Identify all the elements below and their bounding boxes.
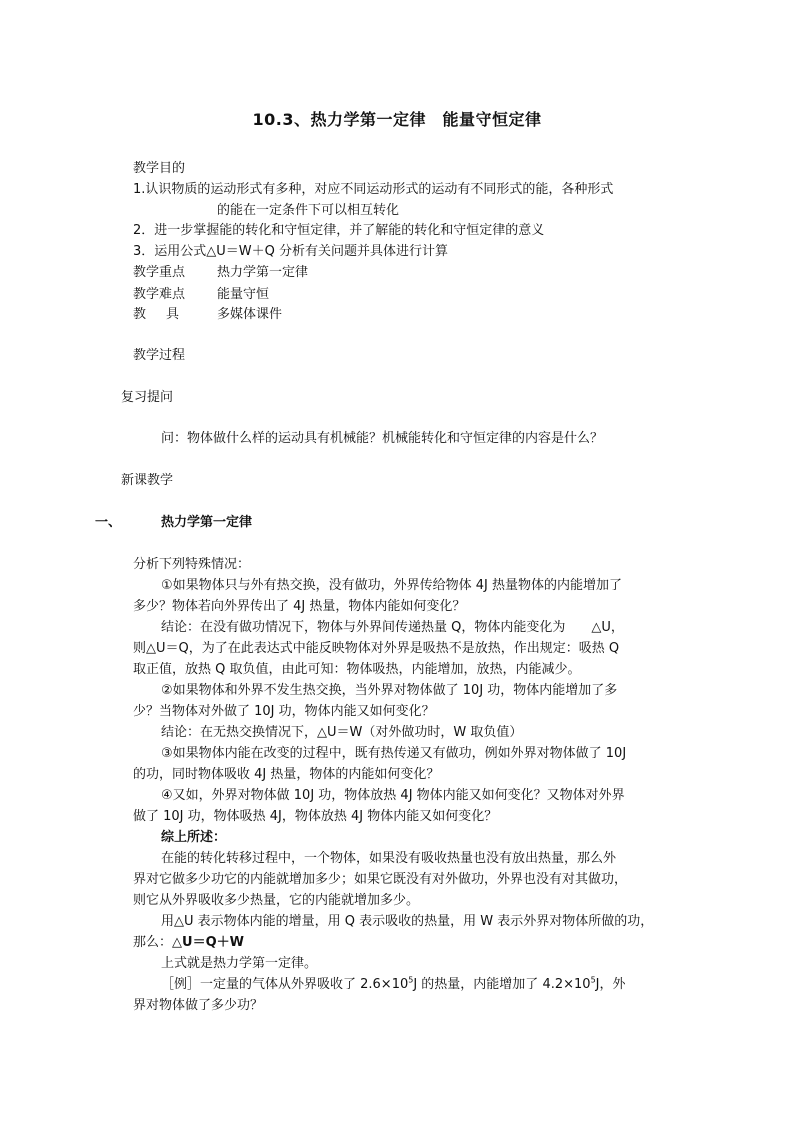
- review-heading: 复习提问: [121, 390, 174, 405]
- body-line: 则△U＝Q，为了在此表达式中能反映物体对外界是吸热不是放热，作出规定：吸热 Q: [133, 641, 620, 656]
- review-question: 问：物体做什么样的运动具有机械能？机械能转化和守恒定律的内容是什么？: [161, 431, 604, 446]
- formula: △U＝Q＋W: [172, 935, 244, 950]
- tools-label: 教具: [133, 307, 200, 322]
- process-heading: 教学过程: [133, 348, 186, 363]
- body-line: 界对它做多少功它的内能就增加多少；如果它既没有对外做功，外界也没有对其做功，: [133, 872, 628, 887]
- tools-value: 多媒体课件: [217, 307, 283, 322]
- body-line: 取正值，放热 Q 取负值，由此可知：物体吸热，内能增加，放热，内能减少。: [133, 662, 581, 677]
- difficulty-label: 教学难点: [133, 287, 186, 302]
- tools-row: [133, 306, 282, 324]
- body-line: ④又如，外界对物体做 10J 功，物体放热 4J 物体内能又如何变化？又物体对外界: [161, 788, 625, 803]
- body-line: 做了 10J 功，物体吸热 4J，物体放热 4J 物体内能又如何变化？: [133, 809, 498, 824]
- summary-heading: 综上所述：: [161, 830, 227, 845]
- body-line: ③如果物体内能在改变的过程中，既有热传递又有做功，例如外界对物体做了 10J: [161, 746, 627, 761]
- page-title: 10.3、热力学第一定律 能量守恒定律: [252, 110, 542, 129]
- example-line: [161, 976, 626, 994]
- example-part3: J，外: [595, 977, 626, 992]
- body-line: 结论：在无热交换情况下，△U＝W（对外做功时，W 取负值）: [161, 725, 523, 740]
- objective-1a: 1.认识物质的运动形式有多种，对应不同运动形式的运动有不同形式的能，各种形式: [133, 182, 614, 197]
- body-line: 上式就是热力学第一定律。: [161, 956, 318, 971]
- formula-line: [133, 934, 244, 952]
- example-exp2: 5: [590, 975, 596, 985]
- body-line: 用△U 表示物体内能的增量，用 Q 表示吸收的热量，用 W 表示外界对物体所做的功，: [161, 914, 654, 929]
- body-line: ①如果物体只与外有热交换，没有做功，外界传给物体 4J 热量物体的内能增加了: [161, 578, 623, 593]
- difficulty-row: [133, 286, 269, 304]
- objective-3: 3．运用公式△U＝W＋Q 分析有关问题并具体进行计算: [133, 244, 449, 259]
- body-line: ②如果物体和外界不发生热交换，当外界对物体做了 10J 功，物体内能增加了多: [161, 683, 618, 698]
- body-line: 分析下列特殊情况：: [133, 557, 251, 572]
- example-line-2: 界对物体做了多少功？: [133, 998, 264, 1013]
- formula-lead: 那么：: [133, 935, 173, 950]
- example-exp1: 5: [408, 975, 414, 985]
- objectives-heading: 教学目的: [133, 161, 186, 176]
- body-line: 多少？物体若向外界传出了 4J 热量，物体内能如何变化？: [133, 599, 466, 614]
- body-line: 在能的转化转移过程中，一个物体，如果没有吸收热量也没有放出热量，那么外: [161, 851, 617, 866]
- section-number: 一、: [95, 515, 122, 530]
- example-part2: J 的热量，内能增加了 4.2×10: [413, 977, 591, 992]
- key-point-row: [133, 264, 308, 282]
- body-line: 的功，同时物体吸收 4J 热量，物体的内能如何变化？: [133, 767, 440, 782]
- section-title: 热力学第一定律: [161, 515, 253, 530]
- key-point-value: 热力学第一定律: [217, 265, 309, 280]
- body-line: 少？当物体对外做了 10J 功，物体内能又如何变化？: [133, 704, 435, 719]
- example-part1: ［例］一定量的气体从外界吸收了 2.6×10: [161, 977, 409, 992]
- body-line: 则它从外界吸收多少热量，它的内能就增加多少。: [133, 893, 420, 908]
- body-line: 结论：在没有做功情况下，物体与外界间传递热量 Q，物体内能变化为 △U，: [161, 620, 624, 635]
- objective-1b: 的能在一定条件下可以相互转化: [217, 203, 400, 218]
- new-lesson-heading: 新课教学: [121, 473, 174, 488]
- key-point-label: 教学重点: [133, 265, 186, 280]
- difficulty-value: 能量守恒: [217, 287, 270, 302]
- objective-2: 2．进一步掌握能的转化和守恒定律，并了解能的转化和守恒定律的意义: [133, 223, 545, 238]
